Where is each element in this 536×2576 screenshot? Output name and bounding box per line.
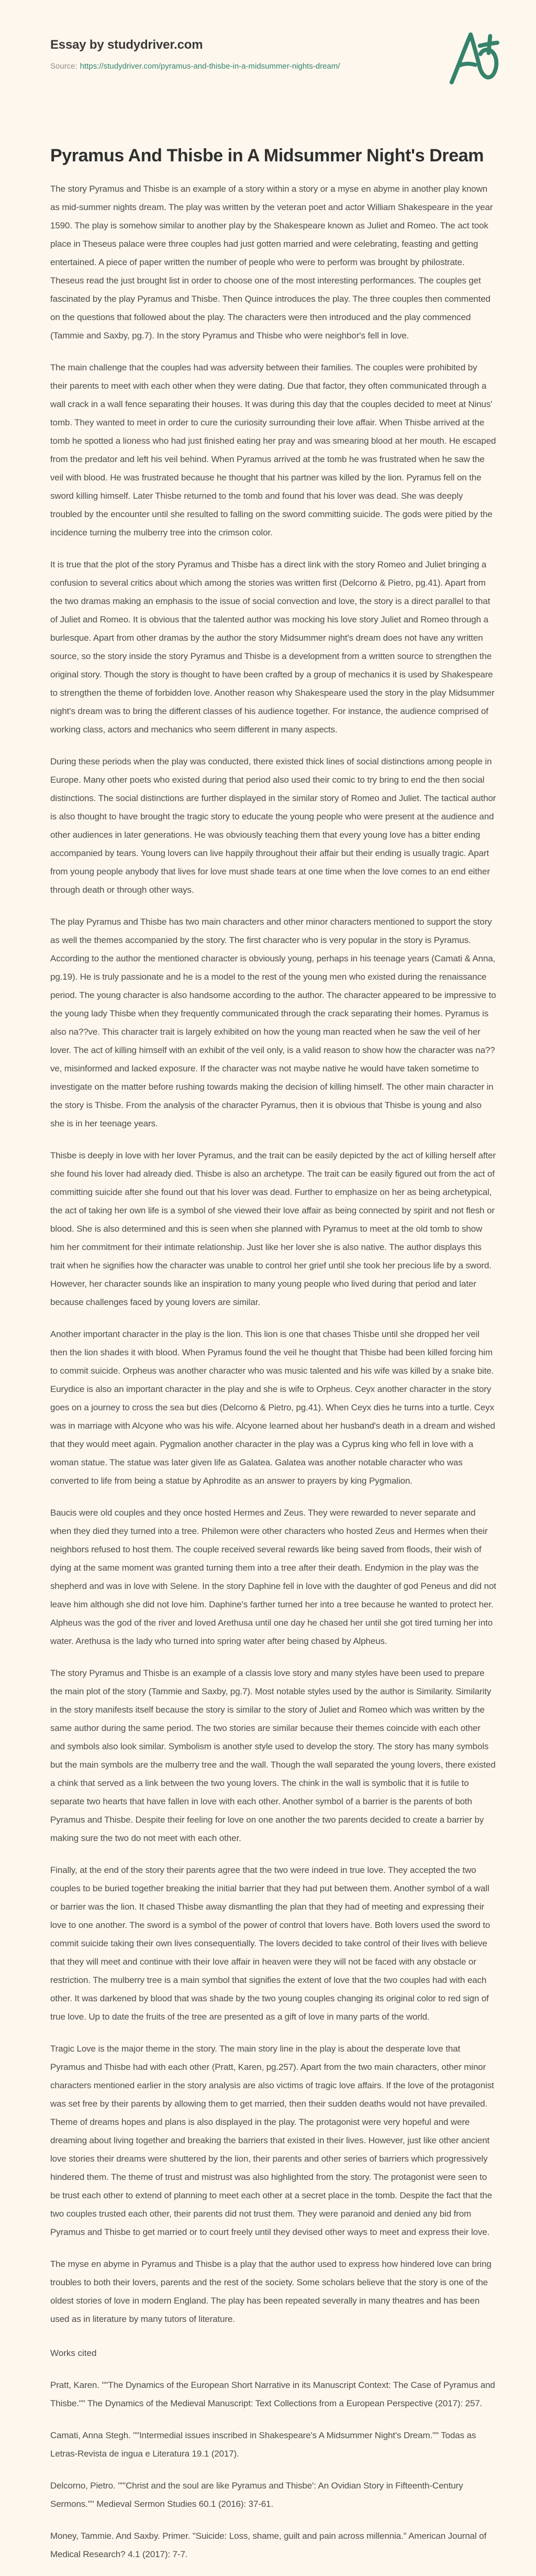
essay-paragraph: Baucis were old couples and they once hosted Hermes and Zeus. They were rewarded to never separate and when they died they turned into a tree. Philemon were other characters who hosted Zeus and Hermes when their neighbors refused to host them. The couple received several rewards like being saved from floods, their wish of dying at the same moment was granted turning them into a tree after their death. Endymion in the play was the shepherd and was in love with Selene. In the story Daphine fell in love with the daughter of god Peneus and did not leave him although she did not love him. Daphine's farther turned her into a tree because he wanted to protect her. Alpheus was the god of the river and loved Arethusa until one day he chased her until she got tired turning her into water. Arethusa is the lady who turned into spring water after being chased by Alpheus. xyxy=(50,1508,496,1646)
essay-paragraph: The story Pyramus and Thisbe is an example of a classis love story and many styles have been used to prepare the main plot of the story (Tammie and Saxby, pg.7). Most notable styles used by the author is Similarity. Similarity in the story manifests itself because the story is similar to the story of Juliet and Romeo which was written by the same author during the same period. The two stories are similar because their themes coincide with each other and symbols also look similar. Symbolism is another style used to develop the story. The story has many symbols but the main symbols are the mulberry tree and the wall. Though the wall separated the young lovers, there existed a chink that served as a link between the two young lovers. The chink in the wall is symbolic that it is futile to separate two hearts that have fallen in love with each other. Another symbol of a barrier is the parents of both Pyramus and Thisbe. Despite their feeling for love on one another the two parents decided to create a barrier by making sure the two do not meet with each other. xyxy=(50,1668,496,1843)
works-cited-heading: Works cited xyxy=(50,2348,97,2358)
essay-paragraph: During these periods when the play was conducted, there existed thick lines of social distinctions among people in Europe. Many other poets who existed during that period also used their comic to try bring to end the then social distinctions. The social distinctions are further displayed in the similar story of Romeo and Juliet. The tactical author is also thought to have brought the tragic story to educate the young people who were present at the audience and other audiences in later generations. He was obviously teaching them that every young love has a bitter ending accompanied by tears. Young lovers can live happily throughout their affair but their ending is usually tragic. Apart from young people anybody that lives for love must shade tears at one time when the love comes to an end either through death or through other ways. xyxy=(50,757,496,895)
studydriver-a-plus-logo-icon xyxy=(447,31,500,85)
essay-by-heading: Essay by studydriver.com xyxy=(50,38,203,52)
citation: Delcorno, Pietro. ""'Christ and the soul are like Pyramus and Thisbe': An Ovidian Story in Fifteenth-Century Sermons."" Medieval Sermon Studies 60.1 (2016): 37-61. xyxy=(50,2481,463,2509)
essay-paragraph: It is true that the plot of the story Pyramus and Thisbe has a direct link with the story Romeo and Juliet bringing a confusion to several critics about which among the stories was written first (Delcorno & Pietro, pg.41). Apart from the two dramas making an emphasis to the issue of social convection and love, the story is a direct parallel to that of Juliet and Romeo. It is obvious that the talented author was mocking his love story Juliet and Romeo through a burlesque. Apart from other dramas by the author the story Midsummer night's dream does not have any written source, so the story inside the story Pyramus and Thisbe is a development from a written source to strengthen the original story. Though the story is thought to have been crafted by a group of mechanics it is used by Shakespeare to strengthen the theme of forbidden love. Another reason why Shakespeare used the story in the play Midsummer night's dream was to bring the different classes of his audience together. For instance, the audience comprised of working class, actors and mechanics who seem different in many aspects. xyxy=(50,560,495,735)
citation: Camati, Anna Stegh. ""Intermedial issues inscribed in Shakespeare's A Midsummer Night's Dream."" Todas as Letras-Revista de ingua e Literatura 19.1 (2017). xyxy=(50,2430,476,2459)
essay-paragraph: The play Pyramus and Thisbe has two main characters and other minor characters mentioned to support the story as well the themes accompanied by the story. The first character who is very popular in the story is Pyramus. According to the author the mentioned character is obviously young, perhaps in his teenage years (Camati & Anna, pg.19). He is truly passionate and he is a model to the rest of the young men who existed during the renaissance period. The young character is also handsome according to the author. The character appeared to be impressive to the young lady Thisbe when they frequently communicated through the crack separating their homes. Pyramus is also na??ve. This character trait is largely exhibited on how the young man reacted when he saw the veil of her lover. The act of killing himself with an exhibit of the veil only, is a valid reason to show how the character was na??ve, misinformed and lacked exposure. If the character was not maybe native he would have taken sometime to investigate on the matter before rushing towards making the decision of killing himself. The other main character in the story is Thisbe. From the analysis of the character Pyramus, then it is obvious that Thisbe is young and also she is in her teenage years. xyxy=(50,917,496,1128)
essay-page xyxy=(50,0,496,2576)
essay-paragraph: Finally, at the end of the story their parents agree that the two were indeed in true love. They accepted the two couples to be buried together breaking the initial barrier that they had put between them. Another symbol of a wall or barrier was the lion. It chased Thisbe away dismantling the plan that they had of meeting and expressing their love to one another. The sword is a symbol of the power of control that lovers have. Both lovers used the sword to commit suicide taking their own lives consequentially. The lovers decided to take control of their lives with believe that they will meet and continue with their love affair in heaven were they will not be faced with any obstacle or restriction. The mulberry tree is a main symbol that signifies the extent of love that the two couples had with each other. It was darkened by blood that was shade by the two young couples changing its original color to red sign of true love. Up to date the fruits of the tree are presented as a gift of love in many parts of the world. xyxy=(50,1865,490,2022)
page-header xyxy=(50,38,496,95)
essay-paragraph: Another important character in the play is the lion. This lion is one that chases Thisbe until she dropped her veil then the lion shades it with blood. When Pyramus found the veil he thought that Thisbe had been killed forcing him to commit suicide. Orpheus was another character who was music talented and his wife was killed by a snake bite. Eurydice is also an important character in the play and she is wife to Orpheus. Ceyx another character in the story goes on a journey to cross the sea but dies (Delcorno & Pietro, pg.41). When Ceyx dies he turns into a turtle. Ceyx was in marriage with Alcyone who was his wife. Alcyone learned about her husband's death in a dream and wished that they would meet again. Pygmalion another character in the play was a Cyprus king who fell in love with a woman statue. The statue was later given life as Galatea. Galatea was another notable character who was converted to life from being a statue by Aphrodite as an answer to prayers by king Pygmalion. xyxy=(50,1329,495,1486)
essay-paragraph: Tragic Love is the major theme in the story. The main story line in the play is about the desperate love that Pyramus and Thisbe had with each other (Pratt, Karen, pg.257). Apart from the two main characters, other minor characters mentioned earlier in the story analysis are also victims of tragic love affairs. If the love of the protagonist was set free by their parents by allowing them to get married, then their sudden deaths would not have prevailed. Theme of dreams hopes and plans is also displayed in the play. The protagonist were very hopeful and were dreaming about living together and breaking the barriers that existed in their lives. However, just like other ancient love stories their dreams were shuttered by the lion, their parents and other series of barriers which progressively hindered them. The theme of trust and mistrust was also highlighted from the story. The protagonist were seen to be trust each other to extend of planning to meet each other at a secret place in the tomb. Despite the fact that the two couples trusted each other, their parents did not trust them. They were paranoid and denied any bid from Pyramus and Thisbe to get married or to court freely until they devised other ways to meet and express their love. xyxy=(50,2044,494,2237)
citation: Money, Tammie. And Saxby. Primer. "Suicide: Loss, shame, guilt and pain across millennia." American Journal of Medical Research? 4.1 (2017): 7-7. xyxy=(50,2531,487,2559)
essay-paragraph: The main challenge that the couples had was adversity between their families. The couples were prohibited by their parents to meet with each other when they were dating. Due that factor, they often communicated through a wall crack in a wall fence separating their houses. It was during this day that the couples decided to meet at Ninus' tomb. They wanted to meet in order to cure the curiosity surrounding their love affair. When Thisbe arrived at the tomb he spotted a lioness who had just finished eating her pray and was smearing blood at her mouth. He escaped from the predator and left his veil behind. When Pyramus arrived at the tomb he was frustrated when he saw the veil with blood. He was frustrated because he thought that his partner was killed by the lion. Pyramus fell on the sword killing himself. Later Thisbe returned to the tomb and found that his lover was dead. She was deeply troubled by the encounter until she resulted to falling on the sword committing suicide. The gods were pitied by the incidence turning the mulberry tree into the crimson color. xyxy=(50,363,496,538)
essay-paragraph: The story Pyramus and Thisbe is an example of a story within a story or a myse en abyme in another play known as mid-summer nights dream. The play was written by the veteran poet and actor William Shakespeare in the year 1590. The play is somehow similar to another play by the Shakespeare known as Juliet and Romeo. The act took place in Theseus palace were three couples had just gotten married and were celebrating, feasting and getting entertained. A piece of paper written the number of people who were to perform was brought by philostrate. Theseus read the just brought list in order to choose one of the most interesting performances. The couples get fascinated by the play Pyramus and Thisbe. Then Quince introduces the play. The three couples then commented on the questions that followed about the play. The characters were then introduced and the play commenced (Tammie and Saxby, pg.7). In the story Pyramus and Thisbe who were neighbor's fell in love. xyxy=(50,184,493,341)
source-line xyxy=(50,62,496,71)
essay-paragraph: Thisbe is deeply in love with her lover Pyramus, and the trait can be easily depicted by the act of killing herself after she found his lover had already died. Thisbe is also an archetype. The trait can be easily figured out from the act of committing suicide after she found out that his lover was dead. Further to emphasize on her as being archetypical, the act of taking her own life is a symbol of she viewed their love affair as being connected by spirit and not flesh or blood. She is also determined and this is seen when she planned with Pyramus to meet at the old tomb to show him her commitment for their intimate relationship. Just like her lover she is also native. The author displays this trait when he signifies how the character was unable to control her grief until she took her precious life by a sword. However, her character sounds like an inspiration to many young people who lived during that period and later because challenges faced by young lovers are similar. xyxy=(50,1150,496,1307)
citation: Pratt, Karen. ""The Dynamics of the European Short Narrative in its Manuscript Context: The Case of Pyramus and Thisbe."" The Dynamics of the Medieval Manuscript: Text Collections from a European Perspective (2017): 257. xyxy=(50,2380,495,2408)
essay-paragraph: The myse en abyme in Pyramus and Thisbe is a play that the author used to express how hindered love can bring troubles to both their lovers, parents and the rest of the society. Some scholars believe that the story is one of the oldest stories of love in modern England. The play has been repeated severally in many theatres and has been used as in literature by many tutors of literature. xyxy=(50,2259,492,2324)
source-link[interactable]: https://studydriver.com/pyramus-and-thisbe-in-a-midsummer-nights-dream/ xyxy=(80,62,340,71)
essay-title: Pyramus And Thisbe in A Midsummer Night's Dream xyxy=(50,146,484,166)
source-label: Source: xyxy=(50,62,77,71)
